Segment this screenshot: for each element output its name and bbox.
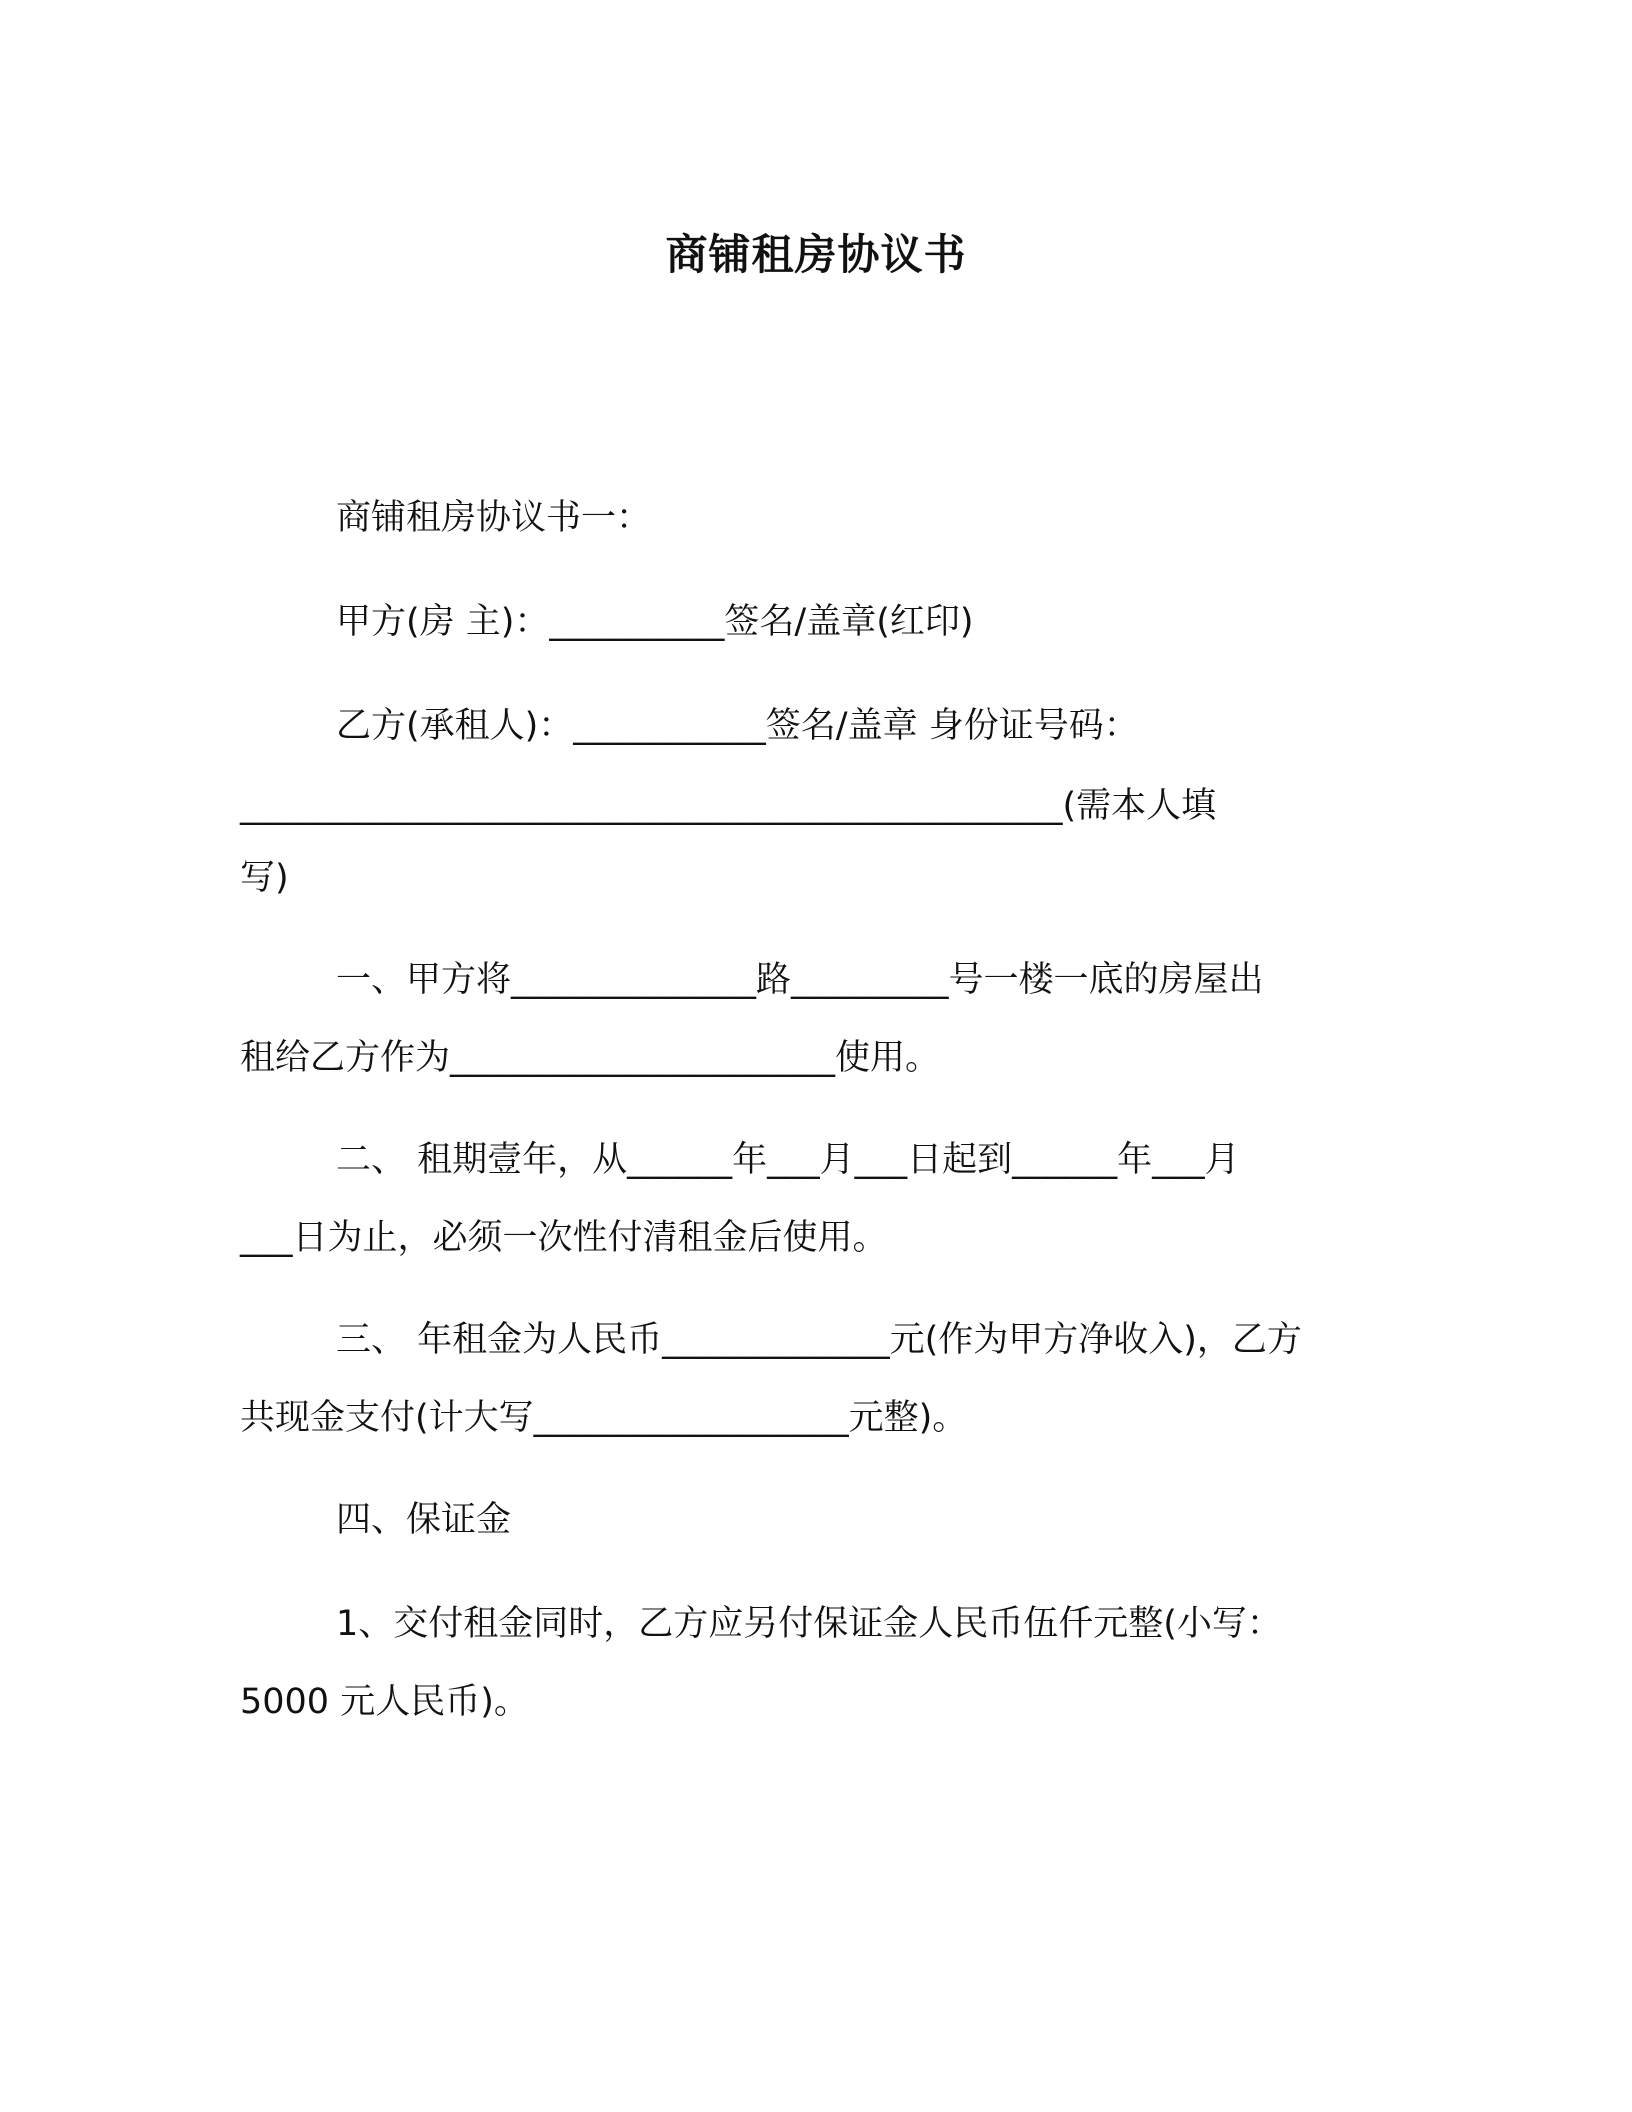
- clause-two-line-2: ___日为止，必须一次性付清租金后使用。: [240, 1218, 888, 1258]
- clause-three-line-2: 共现金支付(计大写__________________元整)。: [240, 1398, 968, 1438]
- clause-four-heading: 四、保证金: [336, 1500, 512, 1540]
- section-heading-agreement-one: 商铺租房协议书一：: [336, 498, 652, 538]
- clause-one-line-1: 一、甲方将______________路_________号一楼一底的房屋出: [336, 960, 1264, 1000]
- clause-two-line-1: 二、 租期壹年，从______年___月___日起到______年___月: [336, 1140, 1240, 1180]
- party-a-line: 甲方(房 主)：__________签名/盖章(红印): [336, 602, 974, 642]
- party-b-line: 乙方(承租人)：___________签名/盖章 身份证号码：: [336, 706, 1139, 746]
- clause-three-line-1: 三、 年租金为人民币_____________元(作为甲方净收入)，乙方: [336, 1320, 1302, 1360]
- id-number-note-continuation: 写): [240, 858, 289, 898]
- id-number-blank-line: _______________________________________________(需本人填: [240, 786, 1217, 826]
- clause-one-line-2: 租给乙方作为______________________使用。: [240, 1038, 941, 1078]
- document-title: 商铺租房协议书: [665, 230, 967, 279]
- deposit-item-one-line-2: 5000 元人民币)。: [240, 1682, 529, 1722]
- deposit-item-one-line-1: 1、交付租金同时，乙方应另付保证金人民币伍仟元整(小写：: [336, 1604, 1282, 1644]
